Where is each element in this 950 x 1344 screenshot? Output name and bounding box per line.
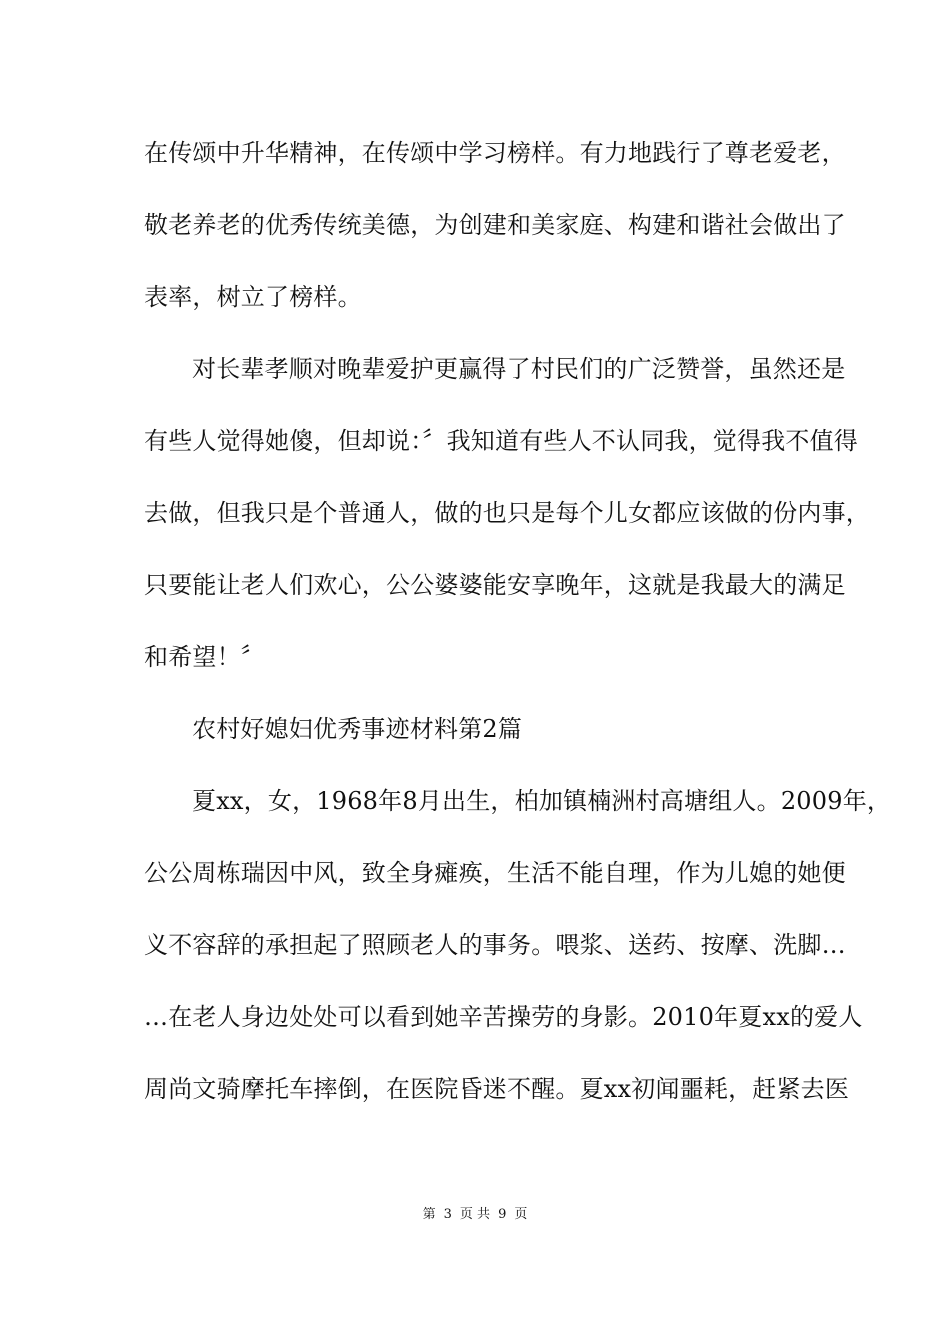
text-line: 义不容辞的承担起了照顾老人的事务。喂浆、送药、按摩、洗脚… [144,931,846,959]
text-line: 周尚文骑摩托车摔倒，在医院昏迷不醒。夏xx初闻噩耗，赶紧去医 [144,1075,850,1103]
text-line: 公公周栋瑞因中风，致全身瘫痪，生活不能自理，作为儿媳的她便 [144,859,846,887]
text-line: 和希望！〞 [144,643,265,671]
text-line: 有些人觉得她傻，但却说：〞我知道有些人不认同我，觉得我不值得 [144,427,858,455]
current-page-number: 3 [443,1207,452,1222]
text-line: 只要能让老人们欢心，公公婆婆能安享晚年，这就是我最大的满足 [144,571,846,599]
page-label-middle: 页 共 [459,1207,491,1222]
text-line: 表率，树立了榜样。 [144,283,362,311]
page-label-suffix: 页 [514,1207,528,1222]
text-line: 去做，但我只是个普通人，做的也只是每个儿女都应该做的份内事， [144,499,870,527]
document-body [144,128,892,1136]
paragraph-first-line: 夏xx，女，1968年8月出生，柏加镇楠洲村高塘组人。2009年， [192,787,892,815]
paragraph-first-line: 对长辈孝顺对晚辈爱护更赢得了村民们的广泛赞誉，虽然还是 [192,355,846,383]
text-line: …在老人身边处处可以看到她辛苦操劳的身影。2010年夏xx的爱人 [144,1003,863,1031]
section-heading: 农村好媳妇优秀事迹材料第2篇 [192,715,523,743]
text-line: 在传颂中升华精神，在传颂中学习榜样。有力地践行了尊老爱老， [144,139,846,167]
text-line: 敬老养老的优秀传统美德，为创建和美家庭、构建和谐社会做出了 [144,211,846,239]
total-pages-number: 9 [498,1207,507,1222]
page-number-footer [0,1205,950,1225]
page-label-prefix: 第 [422,1207,436,1222]
